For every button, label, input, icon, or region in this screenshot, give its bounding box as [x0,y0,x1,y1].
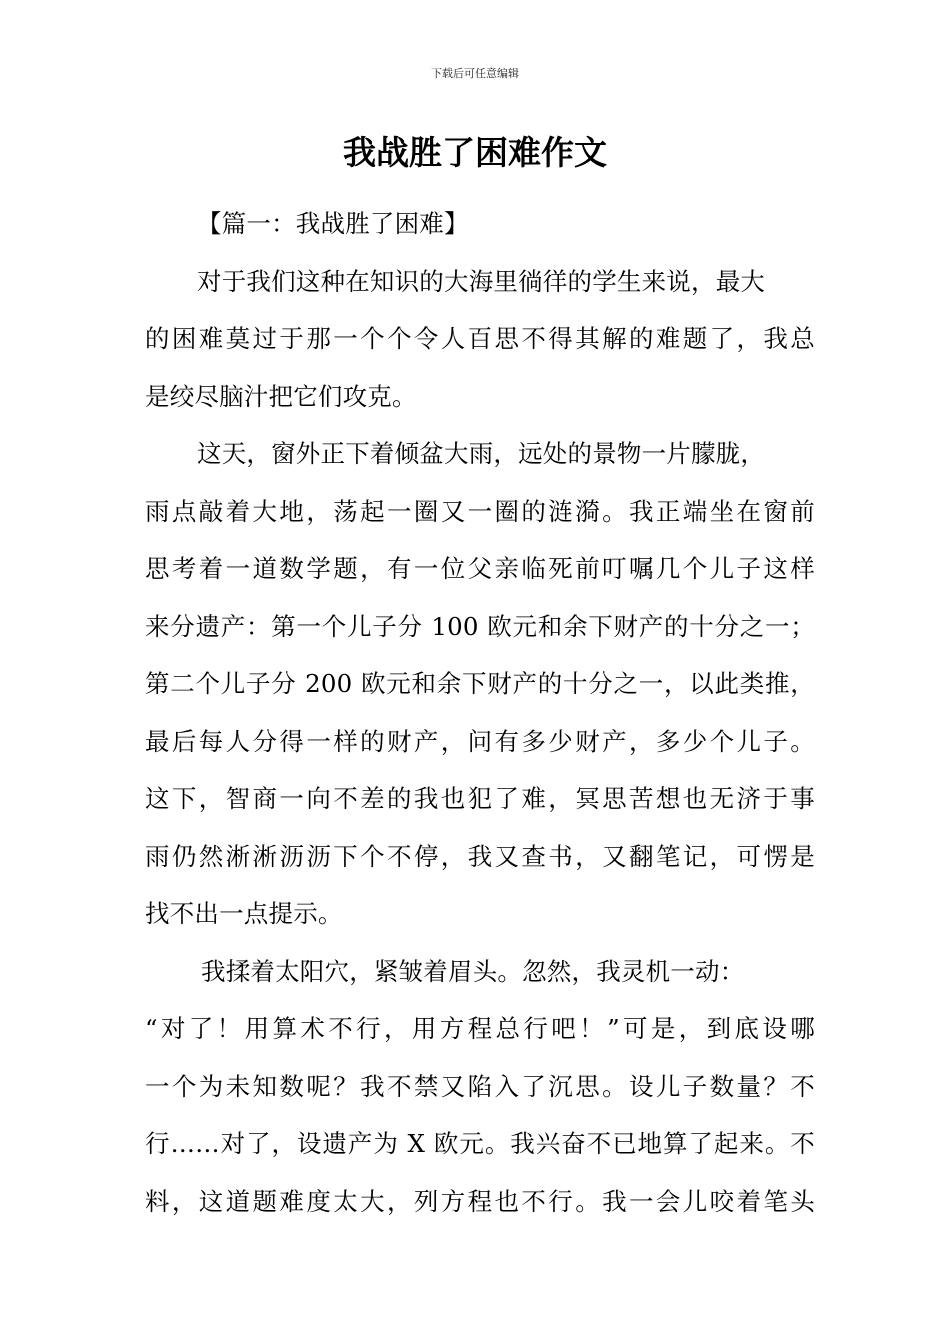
paragraph-line: “对了！用算术不行，用方程总行吧！”可是，到底设哪 [145,1014,815,1043]
paragraph-line: 第二个儿子分 200 欧元和余下财产的十分之一，以此类推， [145,669,815,698]
paragraph-line: 对于我们这种在知识的大海里徜徉的学生来说，最大 [197,266,766,296]
paragraph-line: 最后每人分得一样的财产，问有多少财产，多少个儿子。 [145,726,815,756]
paragraph-line: 一个为未知数呢？我不禁又陷入了沉思。设儿子数量？不 [145,1071,815,1101]
header-note: 下载后可任意编辑 [431,67,519,80]
paragraph-line: 的困难莫过于那一个个令人百思不得其解的难题了，我总 [145,324,815,353]
paragraph-line: 行……对了，设遗产为 X 欧元。我兴奋不已地算了起来。不 [145,1129,815,1158]
paragraph-line: 我揉着太阳穴，紧皱着眉头。忽然，我灵机一动： [201,956,745,986]
document-title: 我战胜了困难作文 [343,133,607,172]
paragraph-line: 雨点敲着大地，荡起一圈又一圈的涟漪。我正端坐在窗前 [145,496,815,526]
paragraph-line: 这下，智商一向不差的我也犯了难，冥思苦想也无济于事 [145,784,815,813]
paragraph-line: 来分遗产：第一个儿子分 100 欧元和余下财产的十分之一； [145,611,815,641]
paragraph-line: 雨仍然淅淅沥沥下个不停，我又查书，又翻笔记，可愣是 [145,841,815,871]
paragraph-line: 这天，窗外正下着倾盆大雨，远处的景物一片朦胧， [197,439,766,468]
paragraph-line: 找不出一点提示。 [145,899,343,928]
section-heading: 【篇一：我战胜了困难】 [197,209,469,238]
article-body [145,195,815,1230]
paragraph-line: 思考着一道数学题，有一位父亲临死前叮嘱几个儿子这样 [145,554,815,583]
paragraph-line: 料，这道题难度太大，列方程也不行。我一会儿咬着笔头 [145,1186,815,1216]
paragraph-line: 是绞尽脑汁把它们攻克。 [145,381,417,411]
